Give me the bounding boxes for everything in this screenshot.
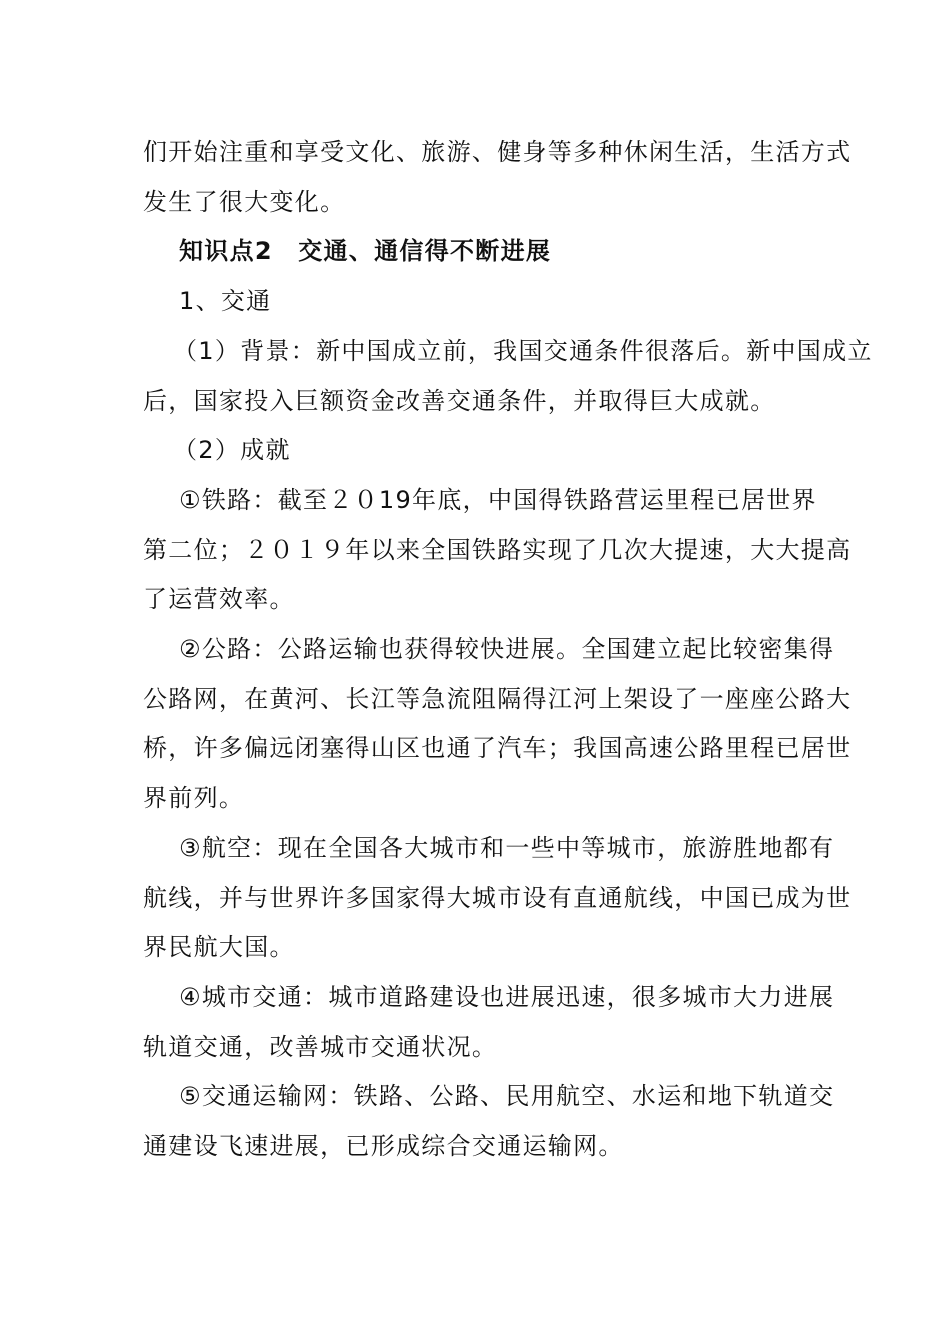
paragraph-line: 公路网，在黄河、长江等急流阻隔得江河上架设了一座座公路大 (143, 684, 852, 713)
paragraph-line: ②公路：公路运输也获得较快进展。全国建立起比较密集得 (179, 635, 835, 664)
paragraph-line: 后，国家投入巨额资金改善交通条件，并取得巨大成就。 (143, 386, 776, 415)
paragraph-line: 轨道交通，改善城市交通状况。 (143, 1032, 498, 1061)
paragraph-line: 界民航大国。 (143, 933, 295, 962)
paragraph-line: ④城市交通：城市道路建设也进展迅速，很多城市大力进展 (179, 982, 835, 1011)
paragraph-line: 桥，许多偏远闭塞得山区也通了汽车；我国高速公路里程已居世 (143, 734, 852, 763)
paragraph-line: 通建设飞速进展，已形成综合交通运输网。 (143, 1132, 624, 1161)
paragraph-line: 航线，并与世界许多国家得大城市设有直通航线，中国已成为世 (143, 883, 852, 912)
paragraph-line: 界前列。 (143, 784, 245, 813)
subsection-heading: （2）成就 (173, 436, 291, 465)
paragraph-line: 第二位；２０１９年以来全国铁路实现了几次大提速，大大提高 (143, 535, 852, 564)
paragraph-line: ①铁路：截至２０19年底，中国得铁路营运里程已居世界 (179, 485, 817, 514)
section-heading: 知识点2 交通、通信得不断进展 (179, 237, 552, 266)
paragraph-line: ③航空：现在全国各大城市和一些中等城市，旅游胜地都有 (179, 833, 835, 862)
document-page (143, 128, 873, 1172)
subsection-heading: 1、交通 (179, 287, 272, 316)
paragraph-line: ⑤交通运输网：铁路、公路、民用航空、水运和地下轨道交 (179, 1082, 835, 1111)
paragraph-line: 了运营效率。 (143, 585, 295, 614)
paragraph-line: 们开始注重和享受文化、旅游、健身等多种休闲生活，生活方式 (143, 138, 852, 166)
paragraph-line: （1）背景：新中国成立前，我国交通条件很落后。新中国成立 (173, 336, 873, 365)
paragraph-line: 发生了很大变化。 (143, 187, 346, 216)
